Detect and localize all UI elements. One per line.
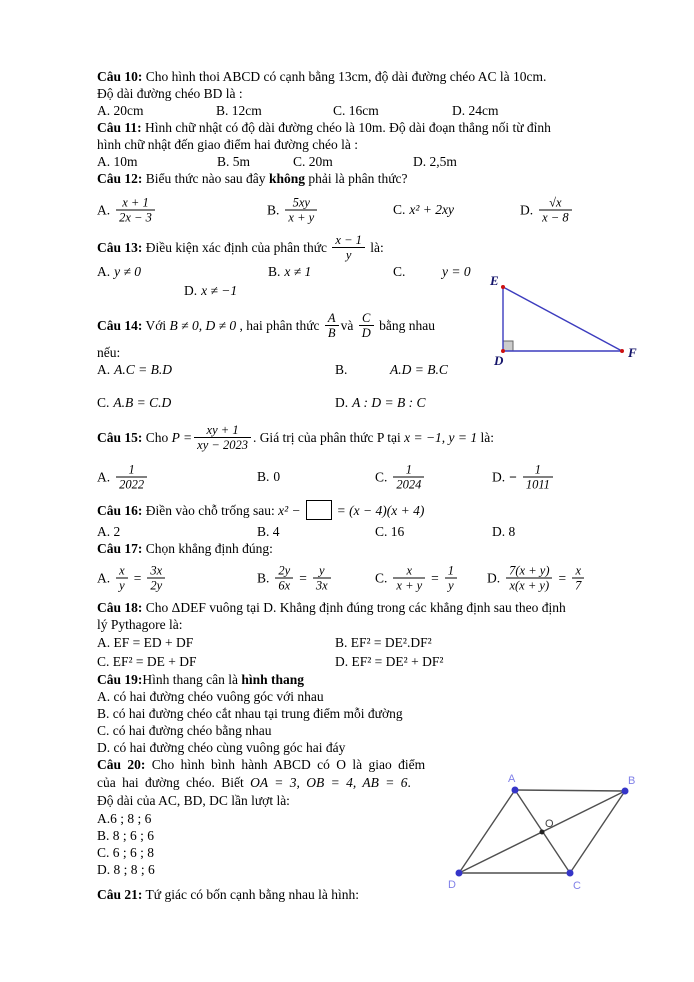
q13-option-d-key: D.: [184, 283, 198, 298]
parallelogram-abcd-diagram: [444, 766, 644, 892]
q17-option-b-key: B.: [257, 570, 270, 585]
q10-options: [97, 102, 627, 119]
q10-option-b: B. 12cm: [216, 102, 262, 118]
q20-label: Câu 20:: [97, 757, 146, 772]
q16-text1: Điền vào chỗ trống sau:: [142, 502, 279, 518]
edge-ab: [515, 790, 625, 791]
fraction: 5xy x + y: [285, 196, 317, 225]
q17-option-a-key: A.: [97, 570, 111, 585]
vertex-b-point: [622, 788, 629, 795]
q12-text-post: phải là phân thức?: [304, 171, 408, 186]
q16-option-d: D. 8: [492, 523, 516, 539]
q15-title: [97, 417, 627, 457]
q18-line2: lý Pythagore là:: [97, 617, 183, 632]
q20-line3: Độ dài của AC, BD, DC lần lượt là:: [97, 793, 290, 808]
q11-line2: hình chữ nhật đến giao điểm hai đường chéo là :: [97, 137, 358, 152]
q13-option-b: [268, 264, 311, 280]
q14-option-d-key: D.: [335, 394, 349, 410]
q17-options: [97, 557, 627, 599]
q16-option-c: C. 16: [375, 523, 405, 539]
fraction: 1 2022: [116, 463, 147, 492]
q14-text3: và: [340, 317, 357, 333]
q13-text-pre: Điều kiện xác định của phân thức: [142, 239, 331, 255]
fraction: $\frac{x}{7}$: [572, 564, 584, 593]
vertex-c-label: C: [573, 880, 581, 892]
q16-options: [97, 523, 627, 540]
q15-text2: . Giá trị của phân thức P tại: [252, 429, 405, 445]
q15-math2: x = −1, y = 1: [404, 429, 478, 445]
q13-title: [97, 232, 627, 262]
vertex-d-label: D: [494, 353, 504, 368]
q14-option-c: [97, 395, 171, 411]
q16-title: [97, 497, 627, 523]
q19-label: Câu 19:: [97, 672, 143, 687]
q19-text-pre: Hình thang cân là: [142, 672, 242, 687]
q13-option-d: [184, 283, 237, 299]
fraction: $\frac{1}{1011}$: [523, 463, 553, 492]
q15-option-a-key: A.: [97, 469, 111, 484]
q14-option-b-key: B.: [335, 361, 348, 377]
q11-options: [97, 153, 627, 170]
q12-text-bold: không: [268, 171, 305, 186]
q15-option-b: [257, 469, 280, 485]
q19-title: [97, 671, 627, 688]
q19-option-d: D. có hai đường chéo cùng vuông góc hai đáy: [97, 740, 346, 755]
q17-option-a: [97, 564, 167, 593]
q14-text4: bằng nhau: [375, 317, 435, 333]
triangle-def-diagram: [482, 268, 644, 373]
q13-text-post: là:: [366, 239, 384, 255]
q10-line2: Độ dài đường chéo BD là :: [97, 86, 243, 101]
q14-option-a-math: A.C = B.D: [114, 361, 172, 377]
q12-option-b-key: B.: [267, 202, 280, 217]
q15-option-b-key: B.: [257, 469, 270, 484]
fraction: $\frac{x}{y}$: [116, 564, 128, 593]
q15-option-d: [492, 463, 555, 492]
q13-option-a: [97, 264, 141, 280]
q15-math1: P =: [171, 429, 193, 445]
q13-option-b-key: B.: [268, 264, 281, 279]
q13-option-c-math: y = 0: [442, 264, 471, 279]
q12-label: Câu 12:: [97, 171, 143, 186]
q18-text1: Cho ΔDEF vuông tại D. Khẳng định đúng trong các khẳng định sau theo định: [142, 600, 566, 615]
q17-option-d: [487, 564, 586, 593]
q11-line1: [97, 119, 627, 136]
q18-options-row2: [97, 652, 627, 671]
fraction: $\frac{2y}{6x}$: [275, 564, 293, 593]
fraction: A B: [325, 311, 339, 340]
equals-sign: =: [133, 570, 142, 585]
q12-option-c: [393, 202, 454, 218]
q16-option-a: A. 2: [97, 523, 121, 539]
q17-option-b: [257, 564, 333, 593]
q14-option-c-key: C.: [97, 394, 110, 410]
fraction: C D: [359, 311, 374, 340]
q15-option-b-value: 0: [273, 469, 281, 484]
q11-option-a: A. 10m: [97, 153, 138, 169]
q14-options-row2: [97, 394, 627, 411]
q15-text3: là:: [477, 429, 495, 445]
edge-bc: [570, 791, 625, 873]
q18-options-row1: [97, 633, 627, 652]
q13-label: Câu 13:: [97, 239, 143, 255]
q10-option-c: C. 16cm: [333, 102, 379, 118]
q14-option-a: [97, 362, 172, 378]
q12-option-d: [520, 196, 574, 225]
q12-option-a-key: A.: [97, 202, 111, 217]
q15-text1: Cho: [142, 429, 172, 445]
q10-option-a: A. 20cm: [97, 102, 144, 118]
right-angle-marker: [503, 341, 513, 351]
q12-title: [97, 170, 627, 188]
q16-math1: x² −: [278, 502, 301, 518]
fraction: $\frac{1}{y}$: [445, 564, 457, 593]
q10-line1: [97, 68, 627, 85]
vertex-c-point: [567, 870, 574, 877]
q15-label: Câu 15:: [97, 429, 143, 445]
q12-option-c-math: x² + 2xy: [409, 202, 455, 217]
q17-text1: Chọn khẳng định đúng:: [142, 541, 273, 556]
q16-label: Câu 16:: [97, 502, 143, 518]
edge-da: [459, 790, 515, 873]
q12-option-d-key: D.: [520, 202, 534, 217]
q14-option-b-math: A.D = B.C: [390, 361, 448, 377]
q16-option-b: B. 4: [257, 523, 280, 539]
q20-text1: Cho hình bình hành ABCD có O là giao điểm: [145, 757, 426, 772]
q14-label: Câu 14:: [97, 317, 143, 333]
fraction: √x x − 8: [539, 196, 571, 225]
q14-math1: B ≠ 0, D ≠ 0: [169, 317, 237, 333]
q18-option-d: D. EF² = DE² + DF²: [335, 653, 444, 669]
fraction: 1 2024: [393, 463, 424, 492]
q13-option-a-math: y ≠ 0: [114, 264, 142, 279]
q15-option-c: [375, 463, 426, 492]
q13-option-b-math: x ≠ 1: [284, 264, 312, 279]
q15-option-a: [97, 463, 149, 492]
q18-label: Câu 18:: [97, 600, 143, 615]
q21-text1: Tứ giác có bốn cạnh bằng nhau là hình:: [142, 887, 360, 902]
q20-option-a: A.6 ; 8 ; 6: [97, 811, 152, 826]
q20-math1: OA = 3, OB = 4, AB = 6: [250, 775, 408, 790]
equals-sign: =: [299, 570, 307, 585]
triangle-edges: [503, 287, 622, 351]
q13-option-a-key: A.: [97, 264, 111, 279]
q17-option-c: [375, 564, 459, 593]
q15-option-d-key: D.: [492, 469, 506, 484]
vertex-a-point: [512, 787, 519, 794]
q20-text2a: của hai đường chéo. Biết: [97, 775, 251, 790]
vertex-d-point: [456, 870, 463, 877]
q11-option-b: B. 5m: [217, 153, 251, 169]
fraction: $\frac{x}{x + y}$: [393, 564, 425, 593]
q18-option-b: B. EF² = DE².DF²: [335, 634, 432, 650]
q14-option-c-math: A.B = C.D: [113, 394, 172, 410]
q19-option-c: C. có hai đường chéo bằng nhau: [97, 723, 272, 738]
q15-option-d-sign: −: [509, 469, 517, 484]
q18-option-c: C. EF² = DE + DF: [97, 653, 197, 669]
q20-text2b: .: [407, 775, 411, 790]
vertex-f-point: [620, 349, 624, 353]
q17-title: [97, 540, 627, 557]
q20-option-b: B. 8 ; 6 ; 6: [97, 828, 155, 843]
q10-label: Câu 10:: [97, 69, 143, 84]
q12-option-c-key: C.: [393, 202, 406, 217]
q16-math2: = (x − 4)(x + 4): [336, 502, 425, 518]
q21-label: Câu 21:: [97, 887, 143, 902]
fraction: $\frac{3x}{2y}$: [147, 564, 165, 593]
q14-option-d: [335, 395, 425, 411]
q14-text2: , hai phân thức: [236, 317, 323, 333]
vertex-e-point: [501, 285, 505, 289]
q12-options: [97, 188, 627, 232]
q17-label: Câu 17:: [97, 541, 143, 556]
vertex-f-label: F: [628, 345, 637, 360]
q14-option-d-math: A : D = B : C: [352, 394, 426, 410]
q11-option-d: D. 2,5m: [413, 153, 457, 169]
fraction: $\frac{y}{3x}$: [313, 564, 331, 593]
q11-option-c: C. 20m: [293, 153, 333, 169]
fraction: x − 1 y: [332, 233, 364, 262]
vertex-d-label: D: [448, 879, 456, 891]
q12-option-a: [97, 196, 157, 225]
equals-sign: =: [558, 570, 567, 585]
q12-text-pre: Biểu thức nào sau đây: [142, 171, 269, 186]
q20-option-c: C. 6 ; 6 ; 8: [97, 845, 155, 860]
edge-ef: [503, 287, 622, 351]
q20-option-d: D. 8 ; 8 ; 6: [97, 862, 155, 877]
vertex-e-label: E: [490, 273, 499, 288]
q15-options: [97, 457, 627, 497]
vertex-b-label: B: [628, 775, 636, 787]
q19-option-b: B. có hai đường chéo cắt nhau tại trung điểm mỗi đường: [97, 706, 403, 721]
q13-option-c-key: C.: [393, 264, 406, 279]
center-o-label: O: [545, 818, 554, 830]
q17-option-d-key: D.: [487, 570, 501, 585]
q14-text5: nếu:: [97, 345, 121, 360]
q18-line1: [97, 599, 627, 616]
q14-option-a-key: A.: [97, 361, 111, 377]
equals-sign: =: [431, 570, 439, 585]
center-o-point: [540, 830, 545, 835]
fraction: $\frac{7(x + y)}{x(x + y)}$: [506, 564, 552, 593]
blank-box: [306, 500, 332, 520]
q14-text1: Với: [142, 317, 170, 333]
fraction: $\frac{xy + 1}{xy - 2023}$: [194, 423, 251, 452]
q10-option-d: D. 24cm: [452, 102, 499, 118]
q17-option-c-key: C.: [375, 570, 388, 585]
q19-option-a: A. có hai đường chéo vuông góc với nhau: [97, 689, 324, 704]
q12-option-b: [267, 196, 319, 225]
q15-option-c-key: C.: [375, 469, 388, 484]
q13-option-d-math: x ≠ −1: [201, 283, 238, 298]
q10-text1: Cho hình thoi ABCD có cạnh bằng 13cm, độ dài đường chéo AC là 10cm.: [142, 69, 547, 84]
q11-text1: Hình chữ nhật có độ dài đường chéo là 10m. Độ dài đoạn thẳng nối từ đỉnh: [141, 120, 551, 135]
fraction: x + 1 2x − 3: [116, 196, 155, 225]
q19-text-bold: hình thang: [241, 672, 305, 687]
q18-option-a: A. EF = ED + DF: [97, 634, 194, 650]
vertex-a-label: A: [508, 773, 516, 785]
q11-label: Câu 11:: [97, 120, 142, 135]
